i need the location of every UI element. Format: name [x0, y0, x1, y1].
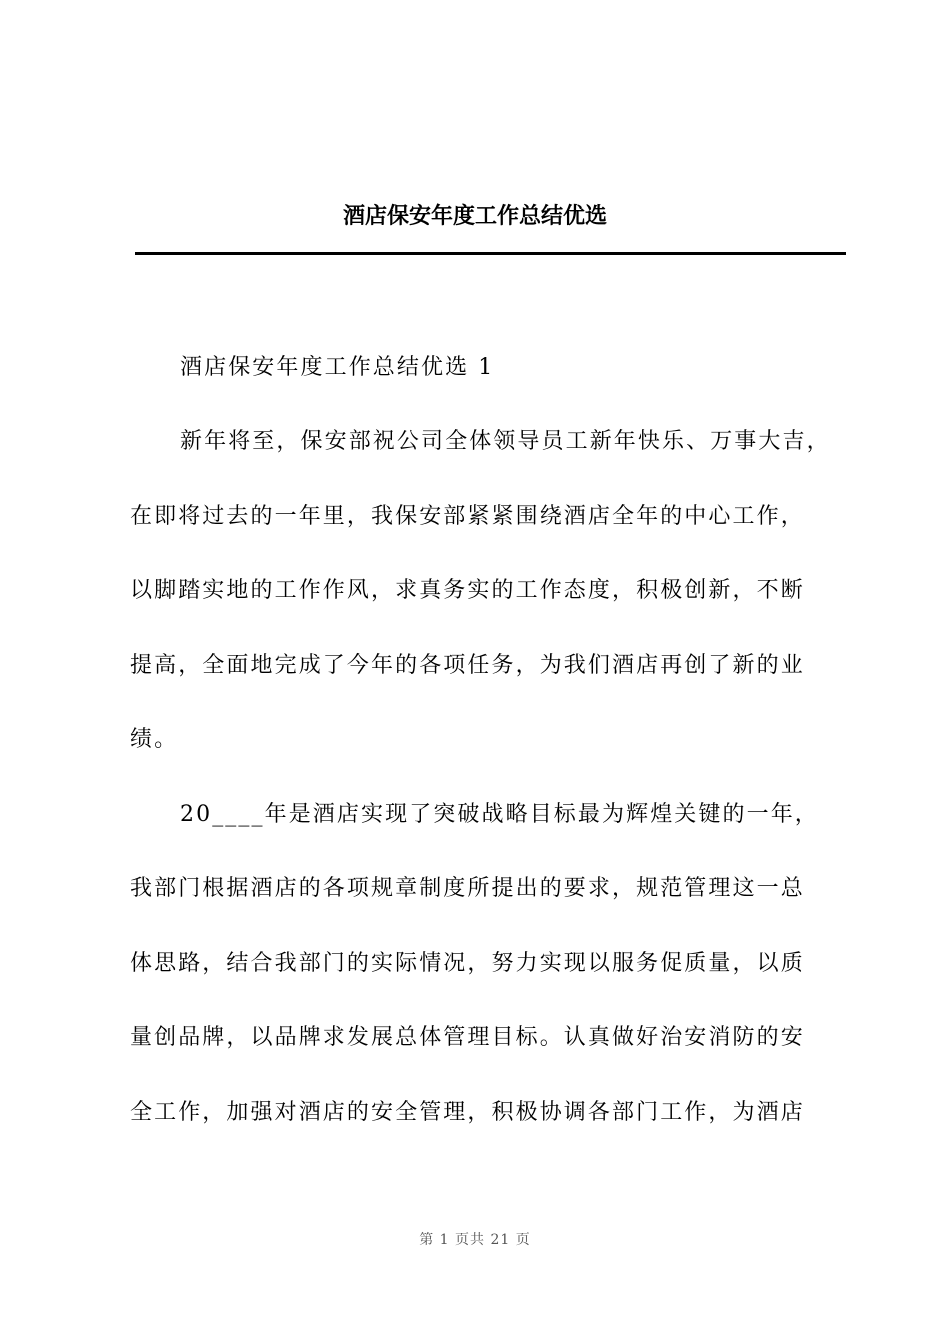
- title-divider: [135, 252, 846, 255]
- paragraph-line: 在即将过去的一年里，我保安部紧紧围绕酒店全年的中心工作，: [130, 504, 805, 529]
- section-heading: 酒店保安年度工作总结优选 1: [180, 355, 495, 380]
- paragraph-line: 体思路，结合我部门的实际情况，努力实现以服务促质量，以质: [130, 951, 805, 976]
- paragraph-line: 绩。: [130, 727, 179, 752]
- paragraph-line: 我部门根据酒店的各项规章制度所提出的要求，规范管理这一总: [130, 876, 805, 901]
- page-footer: 第 1 页共 21 页: [419, 1232, 531, 1248]
- paragraph-line: 以脚踏实地的工作作风，求真务实的工作态度，积极创新，不断: [130, 578, 805, 603]
- document-title: 酒店保安年度工作总结优选: [342, 203, 607, 229]
- paragraph-line: 提高，全面地完成了今年的各项任务，为我们酒店再创了新的业: [130, 653, 805, 678]
- paragraph-line: 全工作，加强对酒店的安全管理，积极协调各部门工作，为酒店: [130, 1100, 805, 1125]
- paragraph-line: 新年将至，保安部祝公司全体领导员工新年快乐、万事大吉，: [180, 429, 831, 454]
- paragraph-line: 20____年是酒店实现了突破战略目标最为辉煌关键的一年，: [180, 802, 819, 827]
- paragraph-line: 量创品牌，以品牌求发展总体管理目标。认真做好治安消防的安: [130, 1025, 805, 1050]
